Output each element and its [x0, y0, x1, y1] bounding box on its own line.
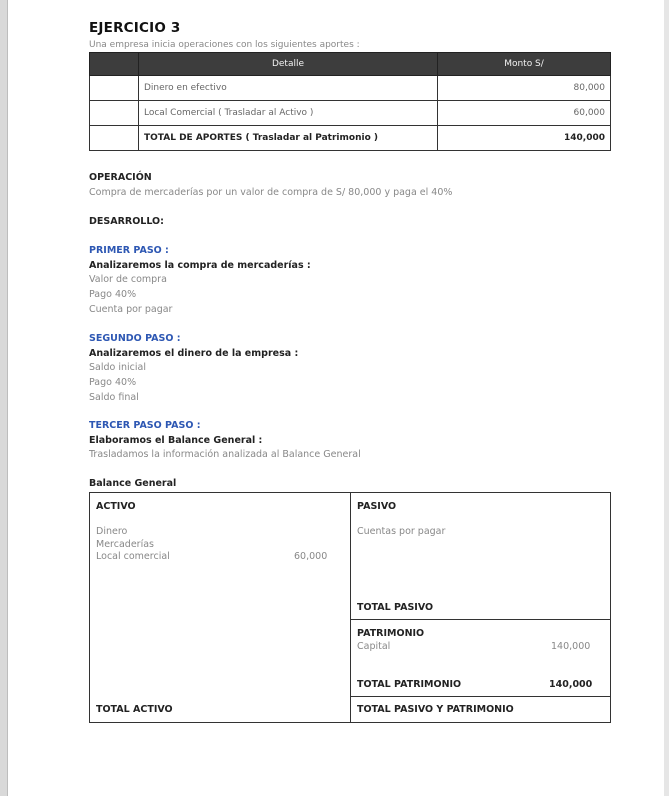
aportes-header-blank: [90, 53, 139, 76]
pasivo-heading: PASIVO: [357, 501, 397, 512]
paso3-heading: TERCER PASO PASO :: [89, 420, 201, 431]
paso1-line: Cuenta por pagar: [89, 303, 173, 315]
table-row: [90, 76, 611, 101]
row-blank-cell: [90, 126, 139, 151]
paso2-section: [89, 332, 298, 406]
paso1-line: Pago 40%: [89, 289, 137, 301]
aportes-table: [89, 52, 611, 151]
activo-item: Dinero: [96, 526, 128, 537]
aportes-header-row: [90, 53, 611, 76]
paso1-line: Valor de compra: [89, 274, 167, 286]
patrimonio-divider: [350, 696, 610, 697]
row-blank-cell: [90, 76, 139, 101]
activo-items: [96, 526, 170, 564]
paso2-line: Saldo final: [89, 391, 139, 403]
paso2-heading: SEGUNDO PASO :: [89, 333, 181, 344]
paso3-subheading: Elaboramos el Balance General :: [89, 434, 263, 446]
local-comercial-value: 60,000: [294, 551, 328, 562]
paso3-text: Trasladamos la información analizada al Balance General: [89, 449, 361, 461]
pasivo-item: Cuentas por pagar: [357, 526, 446, 537]
aportes-header-monto: Monto S/: [438, 53, 611, 76]
row-detalle: Dinero en efectivo: [139, 76, 438, 101]
total-monto: 140,000: [438, 126, 611, 151]
table-row: [90, 101, 611, 126]
paso1-heading: PRIMER PASO :: [89, 245, 169, 256]
pasivo-divider: [350, 619, 610, 620]
aportes-total-row: [90, 126, 611, 151]
capital-value: 140,000: [551, 641, 591, 652]
row-monto: 60,000: [438, 101, 611, 126]
activo-heading: ACTIVO: [96, 501, 136, 512]
balance-divider: [350, 493, 351, 722]
aportes-header-detalle: Detalle: [139, 53, 438, 76]
total-pasivo-patrimonio-label: TOTAL PASIVO Y PATRIMONIO: [357, 704, 514, 715]
exercise-title: EJERCICIO 3: [89, 20, 181, 36]
balance-title-wrap: [89, 477, 176, 492]
left-window-border: [0, 0, 8, 796]
operacion-text: Compra de mercaderías por un valor de compra de S/ 80,000 y paga el 40%: [89, 186, 453, 198]
paso2-line: Saldo inicial: [89, 362, 146, 374]
total-activo-label: TOTAL ACTIVO: [96, 704, 173, 715]
capital-label: Capital: [357, 641, 391, 652]
paso2-line: Pago 40%: [89, 377, 137, 389]
desarrollo-heading: DESARROLLO:: [89, 216, 164, 227]
desarrollo-section: [89, 215, 164, 230]
paso2-subheading: Analizaremos el dinero de la empresa :: [89, 347, 299, 359]
balance-title: Balance General: [89, 478, 177, 489]
paso1-section: [89, 244, 311, 318]
row-blank-cell: [90, 101, 139, 126]
total-detalle: TOTAL DE APORTES ( Trasladar al Patrimonio ): [139, 126, 438, 151]
total-patrimonio-label: TOTAL PATRIMONIO: [357, 679, 462, 690]
intro-text: Una empresa inicia operaciones con los siguientes aportes :: [89, 40, 360, 50]
total-patrimonio-value: 140,000: [549, 679, 593, 690]
paso3-section: [89, 419, 361, 463]
row-detalle: Local Comercial ( Trasladar al Activo ): [139, 101, 438, 126]
balance-general-box: [89, 492, 611, 723]
operacion-heading: OPERACIÓN: [89, 172, 152, 183]
operacion-section: [89, 171, 452, 200]
row-monto: 80,000: [438, 76, 611, 101]
patrimonio-heading: PATRIMONIO: [357, 628, 425, 639]
activo-item: Local comercial: [96, 551, 170, 562]
activo-item: Mercaderías: [96, 538, 154, 550]
total-pasivo-label: TOTAL PASIVO: [357, 602, 434, 613]
right-window-border: [664, 0, 669, 796]
paso1-subheading: Analizaremos la compra de mercaderías :: [89, 259, 311, 271]
